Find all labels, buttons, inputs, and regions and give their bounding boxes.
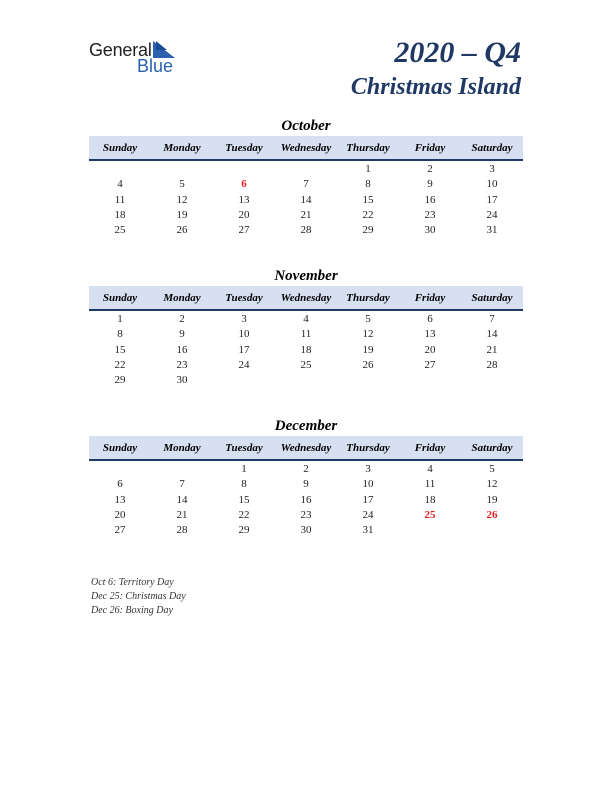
day-cell: 5 — [489, 463, 495, 475]
day-cell: 19 — [176, 208, 188, 221]
logo-text-general: General — [89, 40, 152, 60]
logo-text-blue: Blue — [137, 56, 174, 76]
weekday-label: Sunday — [102, 291, 138, 304]
day-cell: 27 — [424, 358, 436, 371]
day-cell: 16 — [300, 493, 312, 506]
day-cell: 29 — [238, 524, 250, 537]
weekday-header — [89, 436, 523, 461]
day-cell: 23 — [176, 358, 188, 371]
day-cell: 24 — [362, 508, 374, 521]
day-cell: 25 — [114, 224, 126, 237]
day-cell: 22 — [362, 208, 374, 221]
day-cell: 8 — [365, 178, 371, 191]
holiday-day-cell: 25 — [424, 508, 436, 521]
day-cell: 1 — [117, 313, 123, 325]
day-cell: 23 — [424, 208, 436, 221]
day-cell: 13 — [114, 493, 126, 506]
weekday-label: Sunday — [102, 441, 138, 454]
holiday-note: Dec 26: Boxing Day — [91, 605, 173, 616]
day-cell: 2 — [179, 313, 185, 325]
day-cell: 12 — [486, 478, 498, 491]
weekday-label: Wednesday — [280, 141, 332, 154]
day-cell: 9 — [303, 478, 309, 491]
day-cell: 29 — [362, 224, 374, 237]
day-cell: 17 — [362, 493, 374, 506]
day-grid — [89, 162, 523, 238]
day-cell: 9 — [427, 178, 433, 191]
day-cell: 28 — [176, 524, 188, 537]
day-cell: 13 — [238, 193, 250, 206]
day-cell: 13 — [424, 328, 436, 341]
day-cell: 28 — [300, 224, 312, 237]
day-cell: 14 — [300, 193, 312, 206]
month-title: December — [274, 418, 338, 434]
day-cell: 1 — [241, 463, 247, 475]
day-cell: 7 — [179, 478, 185, 491]
day-cell: 27 — [114, 524, 126, 537]
month-block-december — [89, 416, 523, 538]
weekday-label: Monday — [163, 141, 201, 154]
day-cell: 11 — [300, 328, 312, 341]
day-cell: 8 — [241, 478, 247, 491]
day-cell: 17 — [238, 343, 250, 356]
day-cell: 31 — [362, 524, 374, 537]
day-cell: 19 — [486, 493, 498, 506]
day-cell: 2 — [427, 163, 433, 175]
day-cell: 9 — [179, 328, 185, 341]
day-cell-empty — [89, 462, 151, 477]
day-cell: 19 — [362, 343, 374, 356]
day-cell: 8 — [117, 328, 123, 341]
day-cell: 14 — [176, 493, 188, 506]
day-cell: 20 — [424, 343, 436, 356]
day-cell: 14 — [486, 328, 498, 341]
page-subtitle: Christmas Island — [350, 74, 521, 100]
day-cell: 17 — [486, 193, 498, 206]
day-cell: 25 — [300, 358, 312, 371]
day-cell-empty — [89, 162, 151, 177]
month-title: October — [281, 118, 331, 134]
day-cell: 6 — [117, 478, 123, 491]
weekday-label: Friday — [414, 141, 446, 154]
day-cell: 7 — [303, 178, 309, 191]
weekday-label: Friday — [414, 291, 446, 304]
day-cell: 26 — [362, 358, 374, 371]
generalblue-logo — [89, 40, 189, 80]
day-cell: 18 — [114, 208, 126, 221]
day-cell: 24 — [486, 208, 498, 221]
day-cell-empty — [275, 162, 337, 177]
day-cell-empty — [151, 162, 213, 177]
month-title: November — [274, 268, 338, 284]
weekday-label: Monday — [163, 441, 201, 454]
day-cell: 12 — [362, 328, 374, 341]
weekday-label: Monday — [163, 291, 201, 304]
weekday-label: Saturday — [471, 291, 513, 304]
day-cell: 26 — [176, 224, 188, 237]
day-cell: 18 — [300, 343, 312, 356]
day-cell: 15 — [238, 493, 250, 506]
day-cell: 30 — [300, 524, 312, 537]
month-block-october — [89, 116, 523, 238]
day-cell: 10 — [238, 328, 250, 341]
holiday-day-cell: 6 — [241, 178, 247, 191]
day-cell: 3 — [241, 313, 247, 325]
day-cell: 22 — [238, 508, 250, 521]
weekday-label: Thursday — [346, 441, 390, 454]
day-cell: 4 — [117, 178, 123, 191]
weekday-label: Thursday — [346, 141, 390, 154]
day-cell: 7 — [489, 313, 495, 325]
holiday-notes — [91, 576, 186, 618]
day-cell: 27 — [238, 224, 250, 237]
weekday-label: Thursday — [346, 291, 390, 304]
day-cell-empty — [151, 462, 213, 477]
day-cell: 30 — [424, 224, 436, 237]
day-grid — [89, 462, 523, 538]
page-title: 2020 – Q4 — [394, 36, 521, 69]
weekday-label: Saturday — [471, 441, 513, 454]
weekday-label: Saturday — [471, 141, 513, 154]
day-cell: 29 — [114, 374, 126, 387]
day-cell: 15 — [362, 193, 374, 206]
day-cell-empty — [213, 162, 275, 177]
day-cell: 1 — [365, 163, 371, 175]
day-cell: 12 — [176, 193, 188, 206]
day-cell: 18 — [424, 493, 436, 506]
day-cell: 3 — [489, 163, 495, 175]
day-cell: 28 — [486, 358, 498, 371]
day-cell: 21 — [300, 208, 312, 221]
day-cell: 21 — [486, 343, 498, 356]
day-cell: 24 — [238, 358, 250, 371]
holiday-day-cell: 26 — [486, 508, 498, 521]
day-cell: 4 — [303, 313, 309, 325]
weekday-label: Wednesday — [280, 291, 332, 304]
day-cell: 4 — [427, 463, 433, 475]
day-cell: 22 — [114, 358, 126, 371]
holiday-note: Oct 6: Territory Day — [91, 577, 174, 588]
day-grid — [89, 312, 523, 388]
day-cell: 5 — [179, 178, 185, 191]
weekday-label: Tuesday — [225, 141, 263, 154]
day-cell: 10 — [362, 478, 374, 491]
day-cell: 20 — [114, 508, 126, 521]
weekday-header — [89, 286, 523, 311]
weekday-label: Friday — [414, 441, 446, 454]
day-cell: 23 — [300, 508, 312, 521]
day-cell: 20 — [238, 208, 250, 221]
weekday-label: Sunday — [102, 141, 138, 154]
month-block-november — [89, 266, 523, 388]
day-cell: 31 — [486, 224, 498, 237]
day-cell: 15 — [114, 343, 126, 356]
day-cell: 5 — [365, 313, 371, 325]
day-cell: 30 — [176, 374, 188, 387]
day-cell: 11 — [114, 193, 126, 206]
day-cell: 10 — [486, 178, 498, 191]
day-cell: 6 — [427, 313, 433, 325]
holiday-note: Dec 25: Christmas Day — [91, 591, 186, 602]
day-cell: 3 — [365, 463, 371, 475]
day-cell: 16 — [424, 193, 436, 206]
day-cell: 2 — [303, 463, 309, 475]
weekday-label: Wednesday — [280, 441, 332, 454]
weekday-label: Tuesday — [225, 441, 263, 454]
weekday-header — [89, 136, 523, 161]
day-cell: 11 — [424, 478, 436, 491]
day-cell: 21 — [176, 508, 188, 521]
weekday-label: Tuesday — [225, 291, 263, 304]
day-cell: 16 — [176, 343, 188, 356]
